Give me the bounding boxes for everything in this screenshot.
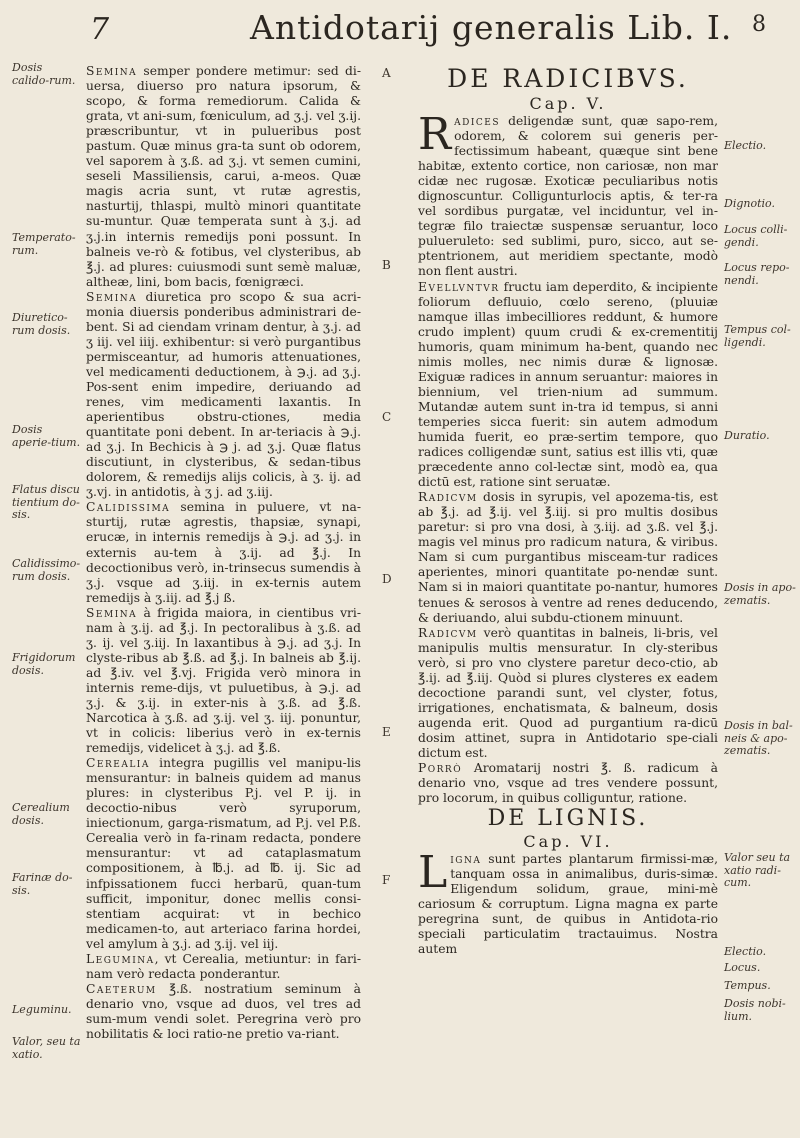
paragraph-text: diuretica pro scopo & sua acri-monia diuersis ponderibus administrari de-bent. Si ad ciendam vrinam dentur, à ʒ.j. ad ʒ iij. vel iiij. exhibentur: si verò purgantibus permisceantur, ad humoris attenuationes, vel medicamenti deductionem, à ℈.j. ad ʒ.j. Pos-sent enim impedire, deriuando ad renes, vim medicamenti laxantis. In aperientibus obstru-ctiones, media quantitate poni debent. In ar-teriacis à ℈.j. ad ʒ.j. In Bechicis à ℈ j. ad ʒ.j. Quæ flatus discutiunt, in clysteribus, & sedan-tibus dolorem, & remedijs alijs colicis, à ʒ. ij. ad ʒ.vj. in antidotis, à ʒ j. ad ʒ.iij. xyxy=(86,289,361,500)
paragraph-text: ℥.ß. nostratium seminum à denario vno, vsque ad duos, vel tres ad sum-mum vendi solet. Peregrina verò pro nobilitatis & loci ratio-ne pretio va-riant. xyxy=(86,981,361,1041)
drop-cap: R xyxy=(418,109,452,160)
paragraph-text: semper pondere metimur: sed di-uersa, diuerso pro natura ipsorum, & scopo, & forma remediorum. Calida & grata, vt ani-sum, fœniculum, ad ʒ.j. vel ʒ.ij. præscribuntur, vt in pulueribus post pastum. Quæ minus gra-ta sunt ob odorem, vel saporem à ʒ.ß. ad ʒ.j. vt semen cumini, seseli Massiliensis, carui, a-meos. Quæ magis acria sunt, vt rutæ agrestis, nasturtij, thlaspi, multò minori quantitate su-muntur. Quæ temperata sunt à ʒ.j. ad ʒ.j.in internis remedijs poni possunt. In balneis ve-rò & fotibus, vel clysteribus, ab ℥.j. ad plures: cuiusmodi sunt semè maluæ, altheæ, lini, bom bacis, fœnigræci. xyxy=(86,64,361,289)
paragraph xyxy=(86,952,361,982)
paragraph-lead: Cerealia xyxy=(86,756,150,771)
section-heading: DE LIGNIS. xyxy=(487,806,649,832)
paragraph-text: dosis in syrupis, vel apozema-tis, est ab ℥.j. ad ℥.ij. vel ℥.iij. si pro multis dosibus paretur: si pro vna dosi, à ʒ.iij. ad ʒ.ß. vel ℥.j. magis vel minus pro radicum natura, & viribus. Nam si cum purgantibus misceam-tur radices aperientes, minori quantitate po-nendæ sunt. Nam si in maiori quantitate po-nantur, humores tenues & serosos à ventre ad renes deducendo, & deriuando, alui subdu-ctionem minuunt. xyxy=(418,490,718,625)
paragraph-text: à frigida maiora, in cientibus vri-nam à ʒ.ij. ad ℥.j. In pectoralibus à ʒ.ß. ad ʒ. ij. vel ʒ.iij. In laxantibus à ℈.j. ad ʒ.j. In clyste-ribus ab ℥.ß. ad ℥.j. In balneis ab ℥.ij. ad ℥.iv. vel ℥.vj. Frigida verò minora in internis reme-dijs, vt puluetibus, à ℈.j. ad ʒ.j. & ʒ.ij. in exter-nis à ʒ.ß. ad ℥.ß. Narcotica à ʒ.ß. ad ʒ.ij. vel ʒ. iij. ponuntur, vt in colicis: liberius verò in ex-ternis remedijs, videlicet à ʒ.j. ad ℥.ß. xyxy=(86,605,361,756)
margin-note: Dosis in apo-zematis. xyxy=(724,581,796,607)
paragraph-text: sunt partes plantarum firmissi-mæ, tanquam ossa in animalibus, duris-simæ. Eligendum solidum, graue, mini-mè cariosum & corruptum. Ligna magna ex parte peregrina sunt, de quibus in Antidota-rio speciali particulatim tractauimus. Nostra autem xyxy=(418,852,718,957)
left-column xyxy=(86,64,361,1042)
paragraph-lead: igna xyxy=(450,852,482,867)
running-title: Antidotarij generalis Lib. I. xyxy=(250,8,733,47)
page-number-right: 8 xyxy=(752,12,766,37)
section-letter: D xyxy=(382,572,392,586)
paragraph-lead: adices xyxy=(454,114,501,128)
paragraph xyxy=(418,490,718,625)
paragraph-lead: Calidissima xyxy=(86,500,171,515)
paragraph xyxy=(86,756,361,952)
margin-note: Diuretico-rum dosis. xyxy=(12,311,71,337)
drop-cap: L xyxy=(418,847,448,899)
margin-note: Dosis nobi-lium. xyxy=(724,997,786,1023)
margin-note: Electio. xyxy=(724,139,767,152)
margin-note: Locus colli-gendi. xyxy=(724,223,788,249)
paragraph-text: semina in puluere, vt na-sturtij, rutæ agrestis, thapsiæ, synapi, erucæ, in internis remedijs à ℈.j. ad ʒ.j. in externis au-tem à ʒ.ij. ad ℥.j. In decoctionibus verò, in-trinsecus sumendis à ʒ.j. vsque ad ʒ.iij. in ex-ternis autem remedijs à ʒ.iij. ad ℥.j ß. xyxy=(86,500,361,605)
margin-note: Temperato-rum. xyxy=(12,231,76,257)
paragraph xyxy=(418,761,718,806)
section-letter: F xyxy=(382,873,391,887)
margin-note: Electio. xyxy=(724,945,767,958)
paragraph-text: verò quantitas in balneis, li-bris, vel manipulis multis mensuratur. In cly-steribus verò, si pro vno clystere paretur deco-ctio, ab ℥.ij. ad ℥.iij. Quòd si plures clysteres ex eadem decoctione parandi sunt, vel clyster, fotus, irrigationes, enchatismata, & balneum, dosis augenda erit. Quod ad purgantium ra-dicū dosim attinet, supra in Antidotario spe-ciali dictum est. xyxy=(418,625,718,760)
right-column xyxy=(418,64,718,957)
margin-note: Cerealium dosis. xyxy=(12,801,70,827)
paragraph xyxy=(86,606,361,756)
margin-note: Locus repo-nendi. xyxy=(724,261,790,287)
margin-note: Leguminu. xyxy=(12,1003,72,1016)
margin-note: Dosis calido-rum. xyxy=(12,61,76,87)
margin-note: Valor, seu ta xatio. xyxy=(12,1035,81,1061)
margin-note: Valor seu ta xatio radi-cum. xyxy=(724,851,791,889)
paragraph-lead: Porrò xyxy=(418,761,463,776)
section-heading: DE RADICIBVS. xyxy=(447,64,689,93)
paragraph-lead: Radicvm xyxy=(418,490,478,505)
margin-note: Tempus. xyxy=(724,979,771,992)
margin-note: Frigidorum dosis. xyxy=(12,651,76,677)
paragraph-lead: Radicvm xyxy=(418,625,478,640)
paragraph xyxy=(418,626,718,761)
paragraph xyxy=(418,109,718,280)
margin-note: Dignotio. xyxy=(724,197,775,210)
paragraph-lead: Evellvntvr xyxy=(418,279,500,294)
running-header xyxy=(0,6,800,50)
paragraph-text: Aromatarij nostri ℥. ß. radicum à denario vno, vsque ad tres vendere possunt, pro locorum, in quibus colliguntur, ratione. xyxy=(418,761,718,806)
paragraph-text: fructu iam deperdito, & incipiente foliorum defluuio, cœlo sereno, (pluuiæ namque illas imbecilliores reddunt, & humore crudo implent) quum crudi & ex-crementitij humoris, quam minimum ha-bent, quando nec nimis molles, nec nimis duræ & lignosæ. Exiguæ radices in annum seruantur: maiores in biennium, vel trien-nium ad summum. Mutandæ autem sunt in-tra id tempus, si anni temperies sicca fuerit: sin autem admodum humida fuerit, eo præ-sertim tempore, quo radices colligendæ sunt, satius est illis vti, quæ præcedente anno col-lectæ sint, modò ea, qua dictū est, ratione sint seruatæ. xyxy=(418,279,718,490)
page-number-left: 7 xyxy=(90,12,110,47)
margin-note: Farinæ do-sis. xyxy=(12,871,73,897)
paragraph xyxy=(86,290,361,501)
paragraph xyxy=(86,64,361,290)
margin-note: Dosis aperie-tium. xyxy=(12,423,81,449)
paragraph xyxy=(418,280,718,491)
chapter-heading: Cap. V. xyxy=(529,94,607,113)
paragraph-text: , vt Cerealia, metiuntur: in fari-nam verò redacta ponderantur. xyxy=(86,951,361,981)
margin-note: Dosis in bal-neis & apo-zematis. xyxy=(724,719,793,757)
section-letter: B xyxy=(382,258,391,272)
chapter-heading: Cap. VI. xyxy=(523,832,613,852)
margin-note: Locus. xyxy=(724,961,761,974)
margin-note: Flatus discu tientium do-sis. xyxy=(12,483,80,521)
margin-note: Duratio. xyxy=(724,429,770,442)
paragraph-text: deligendæ sunt, quæ sapo-rem, odorem, & colorem sui generis per-fectissimum habeant, quæque sint bene habitæ, extento cortice, non cariosæ, non mar cidæ nec rugosæ. Exoticæ peculiaribus notis dignoscuntur. Colligunturlocis aptis, & ter-ra vel sordibus purgatæ, vel inciduntur, vel in-tegræ filo traiectæ suspensæ seruantur, loco pulueruleto: sed sublimi, puro, sicco, aut se-ptentrionem, aut meridiem spectante, modò non flent austri. xyxy=(418,114,718,279)
paragraph-text: integra pugillis vel manipu-lis mensurantur: in balneis quidem ad manus plures: in clysteribus P.j. vel P. ij. in decoctio-nibus verò syruporum, iniectionum, garga-rismatum, ad P.j. vel P.ß. Cerealia verò in fa-rinam redacta, pondere mensurantur: vt ad cataplasmatum compositionem, à ℔.j. ad ℔. ij. Sic ad infpissationem fucci herbarū, quan-tum sufficit, imponitur, donec mellis consi-stentiam acquirat: vt in bechico medicamen-to, aut arteriaco farina hordei, vel amylum à ʒ.j. ad ʒ.ij. vel iij. xyxy=(86,756,361,951)
paragraph xyxy=(86,500,361,605)
paragraph xyxy=(86,982,361,1042)
section-letter: C xyxy=(382,410,392,424)
margin-note: Calidissimo-rum dosis. xyxy=(12,557,81,583)
section-letter: A xyxy=(382,66,391,80)
paragraph-lead: Semina xyxy=(86,289,138,304)
paragraph-lead: Legumina xyxy=(86,951,155,966)
section-letter: E xyxy=(382,725,391,739)
margin-note: Tempus col-ligendi. xyxy=(724,323,791,349)
paragraph-lead: Semina xyxy=(86,605,138,620)
paragraph-lead: Semina xyxy=(86,64,138,78)
paragraph xyxy=(418,847,718,957)
paragraph-lead: Caeterum xyxy=(86,981,157,996)
